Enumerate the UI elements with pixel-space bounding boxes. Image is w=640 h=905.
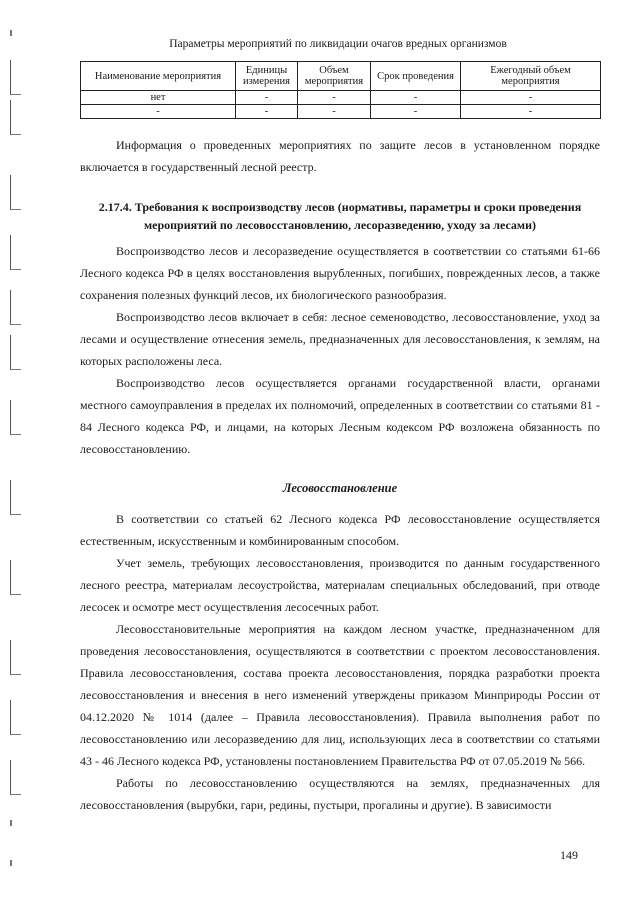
table-cell: -: [298, 91, 371, 105]
section-title: 2.17.4. Требования к воспроизводству лесов (нормативы, параметры и сроки проведения мероприятий по лесовосстановлению, лесоразведению, уходу за лесами): [98, 200, 582, 232]
table-cell: нет: [81, 91, 236, 105]
paragraph: Работы по лесовосстановлению осуществляются на землях, предназначенных для лесовосстановления (вырубки, гари, редины, пустыри, прогалины и другие). В зависимости: [80, 776, 600, 812]
page-number: 149: [560, 848, 578, 862]
table-cell: -: [236, 91, 298, 105]
reforestation-block: [80, 508, 600, 816]
header-units: Единицы измерения: [236, 62, 298, 91]
paragraph: В соответствии со статьей 62 Лесного кодекса РФ лесовосстановление осуществляется естественным, искусственным и комбинированным способом.: [80, 512, 600, 548]
table-cell: -: [461, 105, 601, 119]
scan-binding-marks: [4, 0, 26, 905]
table-cell: -: [298, 105, 371, 119]
paragraph-info: Информация о проведенных мероприятиях по защите лесов в установленном порядке включается в государственный лесной реестр.: [80, 138, 600, 174]
table-cell: -: [461, 91, 601, 105]
paragraph: Учет земель, требующих лесовосстановления, производится по данным государственного лесного реестра, материалам лесоустройства, материалам специальных обследований, при отводе лесосек и осмотре мест осуществления лесосечных работ.: [80, 556, 600, 614]
paragraph: Воспроизводство лесов включает в себя: лесное семеноводство, лесовосстановление, уход за лесами и осуществление отнесения земель, предназначенных для лесовосстановления, к землям, на которых расположены леса.: [80, 310, 600, 368]
table-row: [81, 105, 601, 119]
table-cell: -: [371, 105, 461, 119]
header-volume: Объем мероприятия: [298, 62, 371, 91]
info-block: [80, 134, 600, 178]
table-cell: -: [81, 105, 236, 119]
header-annual-volume: Ежегодный объем мероприятия: [461, 62, 601, 91]
measures-table: [80, 61, 601, 119]
table-row: [81, 91, 601, 105]
table-caption: Параметры мероприятий по ликвидации очагов вредных организмов: [169, 38, 507, 50]
paragraph: Лесовосстановительные мероприятия на каждом лесном участке, предназначенном для проведения лесовосстановления, осуществляются в соответствии с проектом лесовосстановления. Правила лесовосстановления, состава проекта лесовосстановления, порядка разработки проекта лесовосстановления и внесения в него изменений утверждены приказом Минприроды России от 04.12.2020 № 1014 (далее – Правила лесовосстановления). Правила выполнения работ по лесовосстановлению или лесоразведению для лиц, использующих леса в соответствии со статьями 43 - 46 Лесного кодекса РФ, установлены постановлением Правительства РФ от 07.05.2019 № 566.: [80, 622, 600, 768]
subheading: Лесовосстановление: [282, 481, 398, 495]
table-cell: -: [236, 105, 298, 119]
table-header-row: [81, 62, 601, 91]
table-cell: -: [371, 91, 461, 105]
reproduction-block: [80, 240, 600, 460]
paragraph: Воспроизводство лесов осуществляется органами государственной власти, органами местного самоуправления в пределах их полномочий, определенных в соответствии со статьями 81 - 84 Лесного кодекса РФ, и лицами, на которых Лесным кодексом РФ возложена обязанность по лесовосстановлению.: [80, 376, 600, 456]
header-term: Срок проведения: [371, 62, 461, 91]
header-measure-name: Наименование мероприятия: [81, 62, 236, 91]
paragraph: Воспроизводство лесов и лесоразведение осуществляется в соответствии со статьями 61-66 Лесного кодекса РФ в целях восстановления вырубленных, погибших, поврежденных лесов, а также сохранения полезных функций лесов, их биологического разнообразия.: [80, 244, 600, 302]
